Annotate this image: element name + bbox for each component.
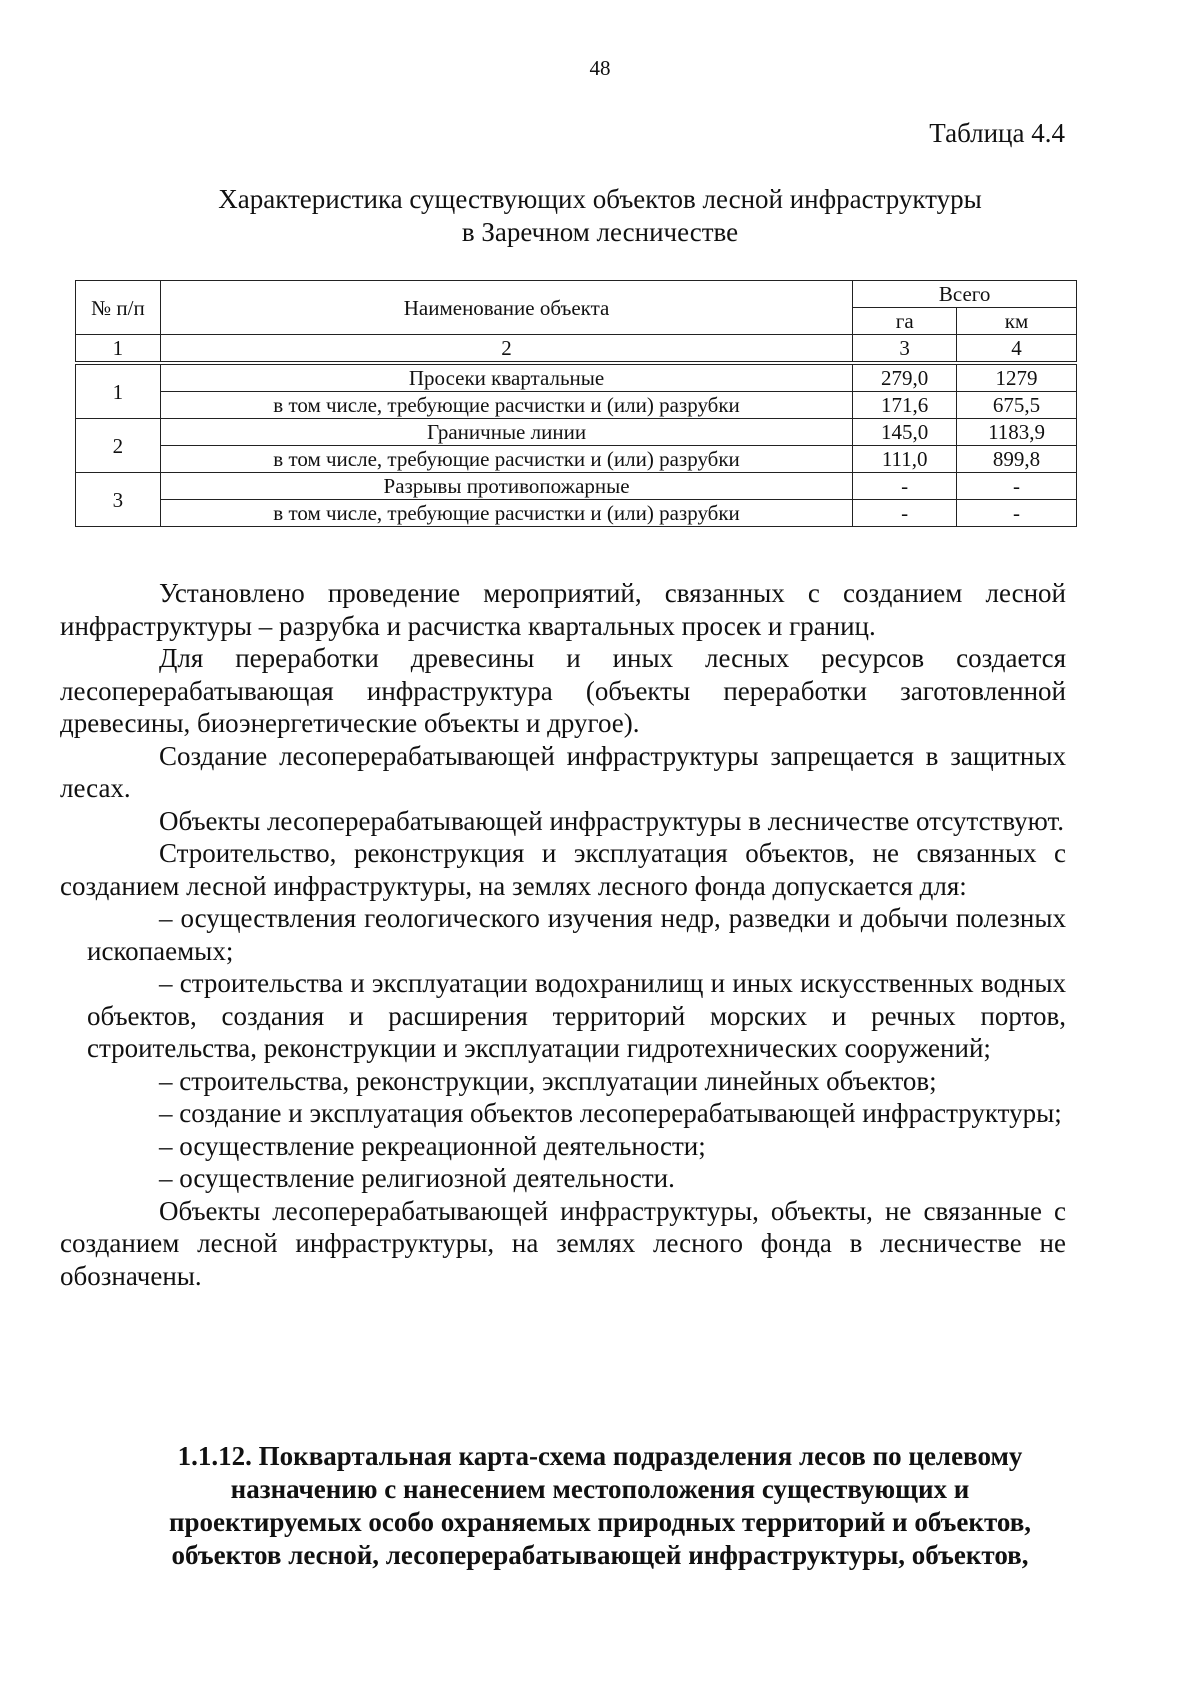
row-km: 1279 (957, 363, 1077, 392)
row-ha: 145,0 (853, 419, 957, 446)
paragraph: Строительство, реконструкция и эксплуатация объектов, не связанных с созданием лесной инфраструктуры, на землях лесного фонда допускается для: (60, 838, 1066, 901)
table-header-row (76, 281, 1077, 308)
list-item: – создание и эксплуатация объектов лесоперерабатывающей инфраструктуры; (159, 1098, 1062, 1128)
table-row (76, 392, 1077, 419)
row-ha: - (853, 500, 957, 527)
paragraph: Для переработки древесины и иных лесных ресурсов создается лесоперерабатывающая инфраструктура (объекты переработки заготовленной древесины, биоэнергетические объекты и другое). (60, 643, 1066, 738)
list-item: – осуществления геологического изучения недр, разведки и добычи полезных ископаемых; (87, 903, 1066, 966)
row-ha: 171,6 (853, 392, 957, 419)
row-name: Просеки квартальные (160, 363, 852, 392)
row-km: 1183,9 (957, 419, 1077, 446)
header-name: Наименование объекта (160, 281, 852, 335)
row-ha: 279,0 (853, 363, 957, 392)
table-title-line-2: в Заречном лесничестве (461, 217, 739, 247)
row-name: в том числе, требующие расчистки и (или) разрубки (160, 446, 852, 473)
row-number: 2 (76, 419, 161, 473)
index-cell: 3 (853, 335, 957, 364)
table-title-line-1: Характеристика существующих объектов лесной инфраструктуры (218, 184, 982, 214)
table-title (60, 183, 1140, 249)
header-number: № п/п (76, 281, 161, 335)
paragraph: Объекты лесоперерабатывающей инфраструктуры, объекты, не связанные с созданием лесной инфраструктуры, на землях лесного фонда в лесничестве не обозначены. (60, 1195, 1066, 1291)
row-km: - (957, 473, 1077, 500)
header-total: Всего (853, 281, 1077, 308)
page-number: 48 (589, 56, 611, 80)
row-name: Граничные линии (160, 419, 852, 446)
index-cell: 2 (160, 335, 852, 364)
section-heading-line-4: объектов лесной, лесоперерабатывающей инфраструктуры, объектов, (171, 1540, 1029, 1570)
table-row (76, 500, 1077, 527)
header-km: км (957, 308, 1077, 335)
row-name: в том числе, требующие расчистки и (или) разрубки (160, 500, 852, 527)
index-cell: 1 (76, 335, 161, 364)
section-heading (60, 1440, 1140, 1572)
paragraph: Создание лесоперерабатывающей инфраструктуры запрещается в защитных лесах. (60, 740, 1066, 803)
infrastructure-table (75, 280, 1077, 527)
list-item: – строительства, реконструкции, эксплуатации линейных объектов; (159, 1065, 937, 1096)
section-heading-line-3: проектируемых особо охраняемых природных территорий и объектов, (168, 1507, 1032, 1537)
row-ha: - (853, 473, 957, 500)
section-heading-line-2: назначению с нанесением местоположения существующих и (230, 1474, 970, 1504)
table-row (76, 473, 1077, 500)
table-row (76, 419, 1077, 446)
list-item: – осуществление религиозной деятельности. (159, 1163, 675, 1193)
section-heading-line-1: 1.1.12. Поквартальная карта-схема подразделения лесов по целевому (177, 1441, 1023, 1471)
index-cell: 4 (957, 335, 1077, 364)
row-ha: 111,0 (853, 446, 957, 473)
row-km: 675,5 (957, 392, 1077, 419)
paragraph: Объекты лесоперерабатывающей инфраструктуры в лесничестве отсутствуют. (159, 805, 1065, 836)
table-label: Таблица 4.4 (929, 118, 1065, 148)
row-number: 1 (76, 363, 161, 419)
row-km: 899,8 (957, 446, 1077, 473)
row-name: в том числе, требующие расчистки и (или) разрубки (160, 392, 852, 419)
list-item: – строительства и эксплуатации водохранилищ и иных искусственных водных объектов, создания и расширения территорий морских и речных портов, строительства, реконструкции и эксплуатации гидротехнических сооружений; (87, 968, 1066, 1063)
table-index-row (76, 335, 1077, 364)
paragraph: Установлено проведение мероприятий, связанных с созданием лесной инфраструктуры – разрубка и расчистка квартальных просек и границ. (60, 578, 1066, 641)
row-name: Разрывы противопожарные (160, 473, 852, 500)
table-row (76, 446, 1077, 473)
table-row (76, 363, 1077, 392)
row-km: - (957, 500, 1077, 527)
list-item: – осуществление рекреационной деятельности; (159, 1130, 706, 1161)
header-ha: га (853, 308, 957, 335)
row-number: 3 (76, 473, 161, 527)
body-text (60, 577, 1066, 1292)
